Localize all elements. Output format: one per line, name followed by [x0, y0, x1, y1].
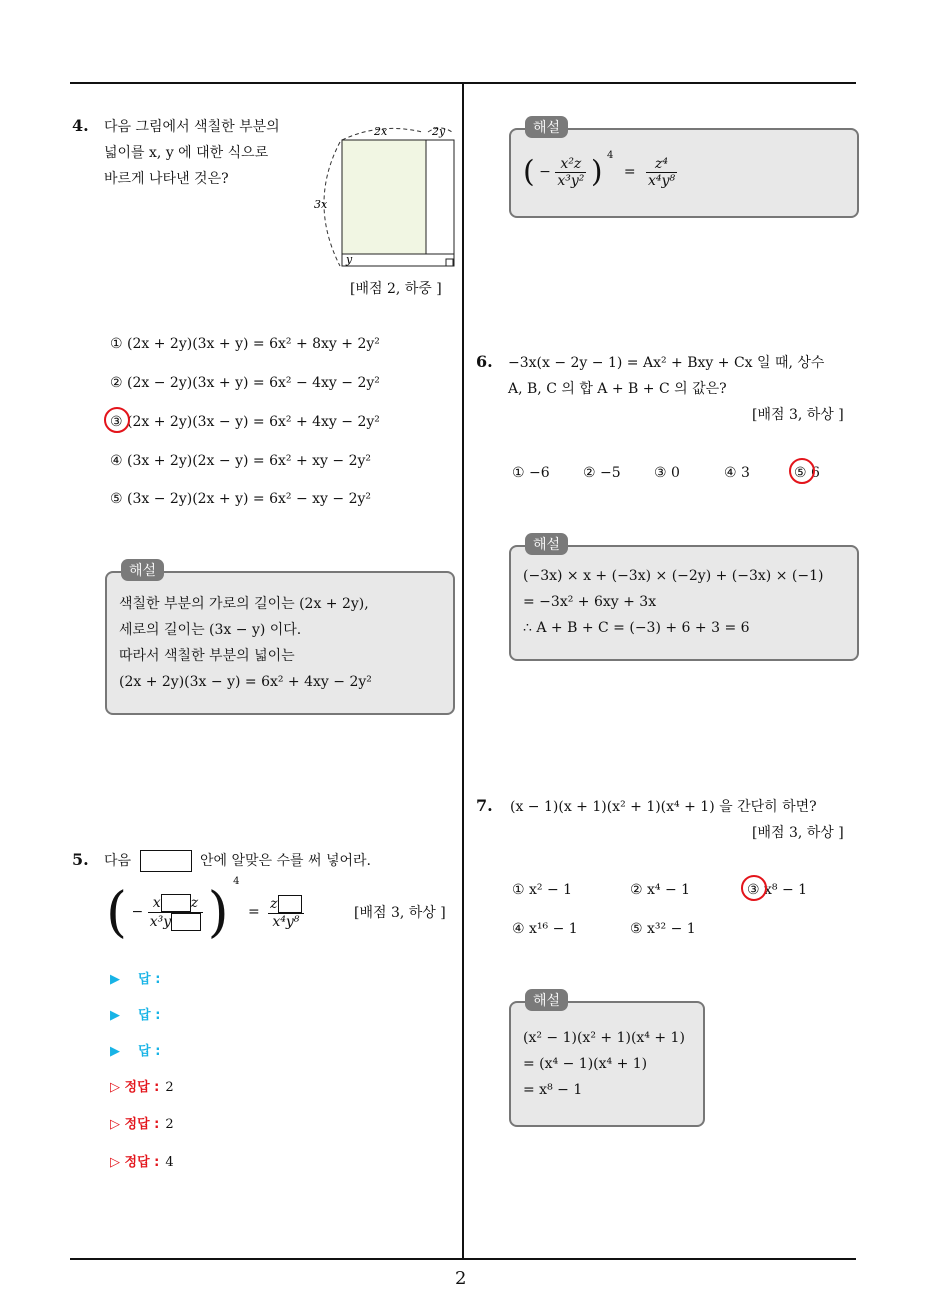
correct-label: 정답 :: [124, 1080, 160, 1095]
option-number: ③: [110, 414, 123, 430]
option-text: (2x − 2y)(3x + y) = 6x² − 4xy − 2y²: [127, 375, 380, 391]
option-text: −6: [529, 465, 550, 481]
q4-selected-mark: [104, 407, 130, 433]
option-text: (3x − 2y)(2x + y) = 6x² − xy − 2y²: [127, 491, 371, 507]
q5-explanation-box: 해설 ( − $\frac{\text{x²z}}{\text{x³y²}}$ ) $^4$ = $\frac{\text{z⁴}}{\text{x⁴y⁸}}$: [509, 128, 859, 218]
explanation-tag: 해설: [525, 116, 568, 138]
q6-option-4[interactable]: [724, 465, 750, 481]
option-text: 3: [741, 465, 750, 481]
q4-option-3[interactable]: [110, 414, 380, 430]
exp5-rhs-den: x⁴y⁸: [648, 172, 676, 189]
q6-meta: [배점 3, 하상 ]: [752, 407, 844, 423]
q4-option-2[interactable]: [110, 375, 380, 391]
q5-meta: [배점 3, 하상 ]: [354, 905, 446, 921]
option-number: ⑤: [794, 465, 807, 481]
explanation-line: (−3x) × x + (−3x) × (−2y) + (−3x) × (−1): [523, 568, 824, 584]
option-number: ①: [512, 882, 525, 898]
q7-option-1[interactable]: [512, 882, 572, 898]
q5-text-before: 다음: [104, 853, 132, 869]
q5-num-b: z: [190, 894, 199, 911]
option-text: x⁴ − 1: [647, 882, 691, 898]
q4-text-line: 다음 그림에서 색칠한 부분의: [104, 119, 280, 135]
q4-text-line: 넓이를 x, y 에 대한 식으로: [104, 145, 269, 161]
q5-rhs-den: x⁴y⁸: [272, 913, 300, 930]
exp5-lhs-num: x²z: [555, 156, 586, 173]
q7-option-4[interactable]: [512, 921, 578, 937]
option-text: 6: [811, 465, 820, 481]
q4-option-1[interactable]: [110, 336, 380, 352]
q5-den-a: x³y: [149, 913, 172, 930]
option-number: ①: [512, 465, 525, 481]
column-divider: [462, 82, 464, 1260]
option-text: (2x + 2y)(3x − y) = 6x² + 4xy − 2y²: [127, 414, 380, 430]
q4-explanation-box: [105, 563, 455, 715]
bottom-rule: [70, 1258, 856, 1260]
explanation-line: (x² − 1)(x² + 1)(x⁴ + 1): [523, 1030, 685, 1046]
triangle-outline-icon: ▷: [110, 1117, 120, 1132]
option-text: x² − 1: [529, 882, 573, 898]
q5-equation: ( − $\frac{\text{x z}}{\text{x³y}}$ ) $^4$ = $\frac{z}{\text{x⁴y⁸}}$: [106, 876, 304, 944]
option-text: x³² − 1: [647, 921, 696, 937]
triangle-outline-icon: ▷: [110, 1080, 120, 1095]
option-number: ②: [110, 375, 123, 391]
q6-explanation-box: [509, 537, 859, 661]
label-y: y: [346, 253, 353, 266]
explanation-line: 세로의 길이는 (3x − y) 이다.: [119, 622, 302, 638]
q6-text: [508, 350, 824, 402]
q5-exponent: 4: [233, 876, 240, 887]
q6-text-line: A, B, C 의 합 A + B + C 의 값은?: [508, 381, 727, 397]
explanation-tag: 해설: [121, 559, 164, 581]
q5-blank-2[interactable]: [171, 913, 201, 931]
q5-rhs-num: z: [270, 895, 278, 912]
option-number: ④: [512, 921, 525, 937]
q5-blank-1[interactable]: [161, 894, 191, 912]
answer-label: 답 :: [138, 972, 161, 987]
option-text: x⁸ − 1: [764, 882, 808, 898]
q7-option-2[interactable]: [630, 882, 690, 898]
exp5-exponent: 4: [607, 150, 614, 161]
q5-blank-box: [140, 850, 192, 872]
option-number: ②: [583, 465, 596, 481]
option-number: ④: [724, 465, 737, 481]
option-text: 0: [671, 465, 680, 481]
q7-explanation-box: [509, 993, 705, 1127]
q5-correct-3: [110, 1151, 174, 1170]
option-text: (2x + 2y)(3x + y) = 6x² + 8xy + 2y²: [127, 336, 380, 352]
q4-option-5[interactable]: [110, 491, 371, 507]
answer-label: 답 :: [138, 1008, 161, 1023]
play-icon: ▶: [110, 1044, 120, 1059]
q6-option-2[interactable]: [583, 465, 621, 481]
q5-number: 5.: [72, 850, 89, 869]
explanation-line: = −3x² + 6xy + 3x: [523, 594, 657, 610]
q7-number: 7.: [476, 796, 493, 815]
q4-text-line: 바르게 나타낸 것은?: [104, 171, 229, 187]
option-number: ②: [630, 882, 643, 898]
shaded-region: [342, 140, 426, 254]
q6-text-line: −3x(x − 2y − 1) = Ax² + Bxy + Cx 일 때, 상수: [508, 355, 825, 371]
q6-option-3[interactable]: [654, 465, 680, 481]
q5-answer-1[interactable]: [110, 968, 160, 987]
q7-option-5[interactable]: [630, 921, 696, 937]
label-2x: 2x: [374, 125, 388, 138]
explanation-line: (2x + 2y)(3x − y) = 6x² + 4xy − 2y²: [119, 674, 372, 690]
option-number: ③: [747, 882, 760, 898]
q5-correct-1: [110, 1076, 174, 1095]
q5-blank-3[interactable]: [278, 895, 302, 913]
label-3x: 3x: [314, 198, 328, 211]
q4-figure: [310, 118, 460, 273]
q5-correct-2: [110, 1113, 174, 1132]
play-icon: ▶: [110, 972, 120, 987]
correct-value: 2: [165, 1080, 174, 1095]
option-text: x¹⁶ − 1: [529, 921, 578, 937]
option-text: −5: [600, 465, 621, 481]
answer-label: 답 :: [138, 1044, 161, 1059]
option-number: ③: [654, 465, 667, 481]
correct-label: 정답 :: [124, 1117, 160, 1132]
exp5-rhs-num: z⁴: [646, 156, 677, 173]
q5-answer-3[interactable]: [110, 1040, 160, 1059]
q6-number: 6.: [476, 352, 493, 371]
option-text: (3x + 2y)(2x − y) = 6x² + xy − 2y²: [127, 453, 371, 469]
q4-text: [104, 114, 280, 192]
q4-meta: [배점 2, 하중 ]: [350, 281, 442, 297]
label-2y: 2y: [432, 125, 446, 138]
page-number: 2: [455, 1268, 467, 1289]
q5-answer-2[interactable]: [110, 1004, 160, 1023]
q6-option-1[interactable]: [512, 465, 550, 481]
q6-selected-mark: [789, 458, 815, 484]
q5-num-a: x: [152, 894, 161, 911]
q4-number: 4.: [72, 116, 89, 135]
option-number: ⑤: [110, 491, 123, 507]
correct-value: 2: [165, 1117, 174, 1132]
explanation-line: 따라서 색칠한 부분의 넓이는: [119, 648, 295, 664]
q4-option-4[interactable]: [110, 453, 371, 469]
explanation-tag: 해설: [525, 989, 568, 1011]
explanation-tag: 해설: [525, 533, 568, 555]
q5-text-after: 안에 알맞은 수를 써 넣어라.: [199, 853, 371, 869]
correct-label: 정답 :: [124, 1155, 160, 1170]
exp5-lhs-den: x³y²: [557, 172, 585, 189]
explanation-line: ∴ A + B + C = (−3) + 6 + 3 = 6: [523, 620, 750, 636]
q7-selected-mark: [741, 875, 767, 901]
play-icon: ▶: [110, 1008, 120, 1023]
option-number: ①: [110, 336, 123, 352]
q7-meta: [배점 3, 하상 ]: [752, 825, 844, 841]
explanation-line: = x⁸ − 1: [523, 1082, 583, 1098]
q7-text: (x − 1)(x + 1)(x² + 1)(x⁴ + 1) 을 간단히 하면?: [510, 799, 817, 815]
option-number: ④: [110, 453, 123, 469]
triangle-outline-icon: ▷: [110, 1155, 120, 1170]
q5-text: [104, 848, 371, 874]
option-number: ⑤: [630, 921, 643, 937]
explanation-line: 색칠한 부분의 가로의 길이는 (2x + 2y),: [119, 596, 369, 612]
explanation-line: = (x⁴ − 1)(x⁴ + 1): [523, 1056, 648, 1072]
correct-value: 4: [165, 1155, 174, 1170]
